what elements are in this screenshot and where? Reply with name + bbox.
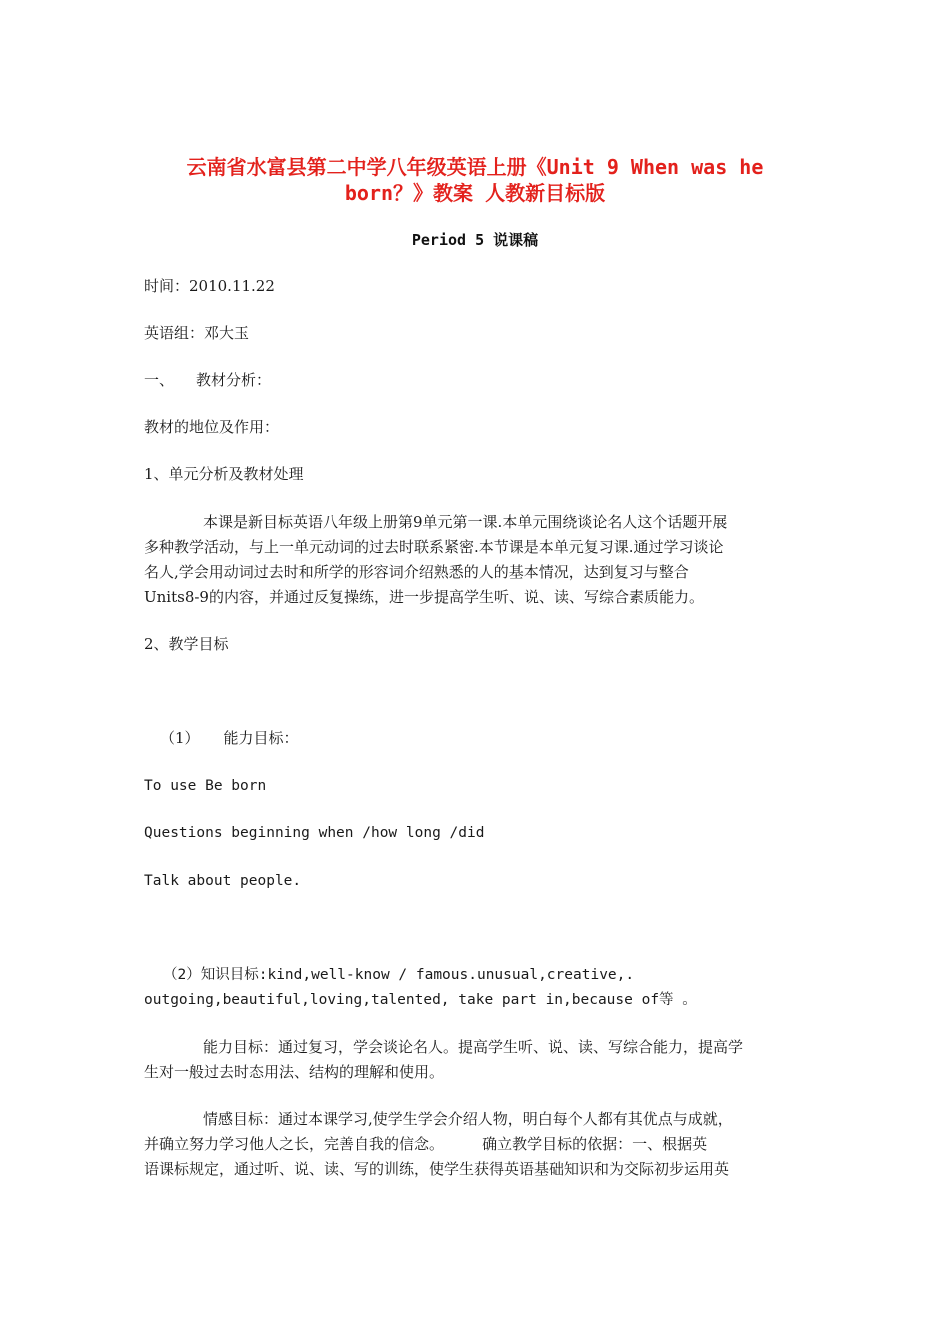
title-line-1: 云南省水富县第二中学八年级英语上册《Unit 9 When was he	[186, 155, 764, 179]
item-two-heading: 2、教学目标	[144, 635, 229, 653]
item-one-heading: 1、单元分析及教材处理	[144, 465, 304, 483]
period-subtitle: Period 5 说课稿	[411, 231, 539, 249]
section-one-heading	[144, 370, 271, 390]
item-one-line-4: Units8-9的内容，并通过反复操练，进一步提高学生听、说、读、写综合素质能力。	[144, 588, 704, 606]
document-title	[130, 154, 820, 206]
ability-line-2: 生对一般过去时态用法、结构的理解和使用。	[144, 1063, 445, 1081]
ability-line-1: 能力目标：通过复习，学会谈论名人。提高学生听、说、读、写综合能力，提高学	[203, 1038, 744, 1056]
title-line-2: born？》教案 人教新目标版	[344, 181, 606, 205]
group-line: 英语组：邓大玉	[144, 324, 250, 342]
goal-two-line-2: outgoing,beautiful,loving,talented, take part in,because of等 。	[144, 992, 697, 1008]
section-one-label: 教材分析：	[196, 371, 272, 389]
time-line: 时间：2010.11.22	[144, 277, 275, 295]
goal-two-line-1: （2）知识目标:kind,well-know / famous.unusual,creative,.	[163, 967, 635, 983]
emotion-line-3: 语课标规定，通过听、说、读、写的训练，使学生获得英语基础知识和为交际初步运用英	[144, 1160, 730, 1178]
goal-one-item: Questions beginning when /how long /did	[144, 825, 485, 841]
item-one-line-3: 名人,学会用动词过去时和所学的形容词介绍熟悉的人的基本情况，达到复习与整合	[144, 563, 689, 581]
emotion-line-1: 情感目标：通过本课学习,使学生学会介绍人物，明白每个人都有其优点与成就，	[203, 1110, 733, 1128]
section-one-number: 一、	[144, 371, 175, 389]
ability-paragraph	[144, 1035, 809, 1085]
emotion-paragraph	[144, 1107, 809, 1182]
goal-one-heading	[160, 728, 299, 748]
item-one-line-2: 多种教学活动，与上一单元动词的过去时联系紧密.本节课是本单元复习课.通过学习谈论	[144, 538, 724, 556]
goal-one-item: To use Be born	[144, 778, 267, 794]
emotion-line-2: 并确立努力学习他人之长，完善自我的信念。 确立教学目标的依据：一、根据英	[144, 1135, 708, 1153]
item-one-body	[144, 510, 809, 610]
item-one-line-1: 本课是新目标英语八年级上册第9单元第一课.本单元围绕谈论名人这个话题开展	[203, 513, 728, 531]
goal-one-label: 能力目标：	[223, 729, 299, 747]
goal-one-item: Talk about people.	[144, 873, 302, 889]
goal-one-number: （1）	[160, 729, 200, 747]
position-role-heading: 教材的地位及作用：	[144, 418, 280, 436]
